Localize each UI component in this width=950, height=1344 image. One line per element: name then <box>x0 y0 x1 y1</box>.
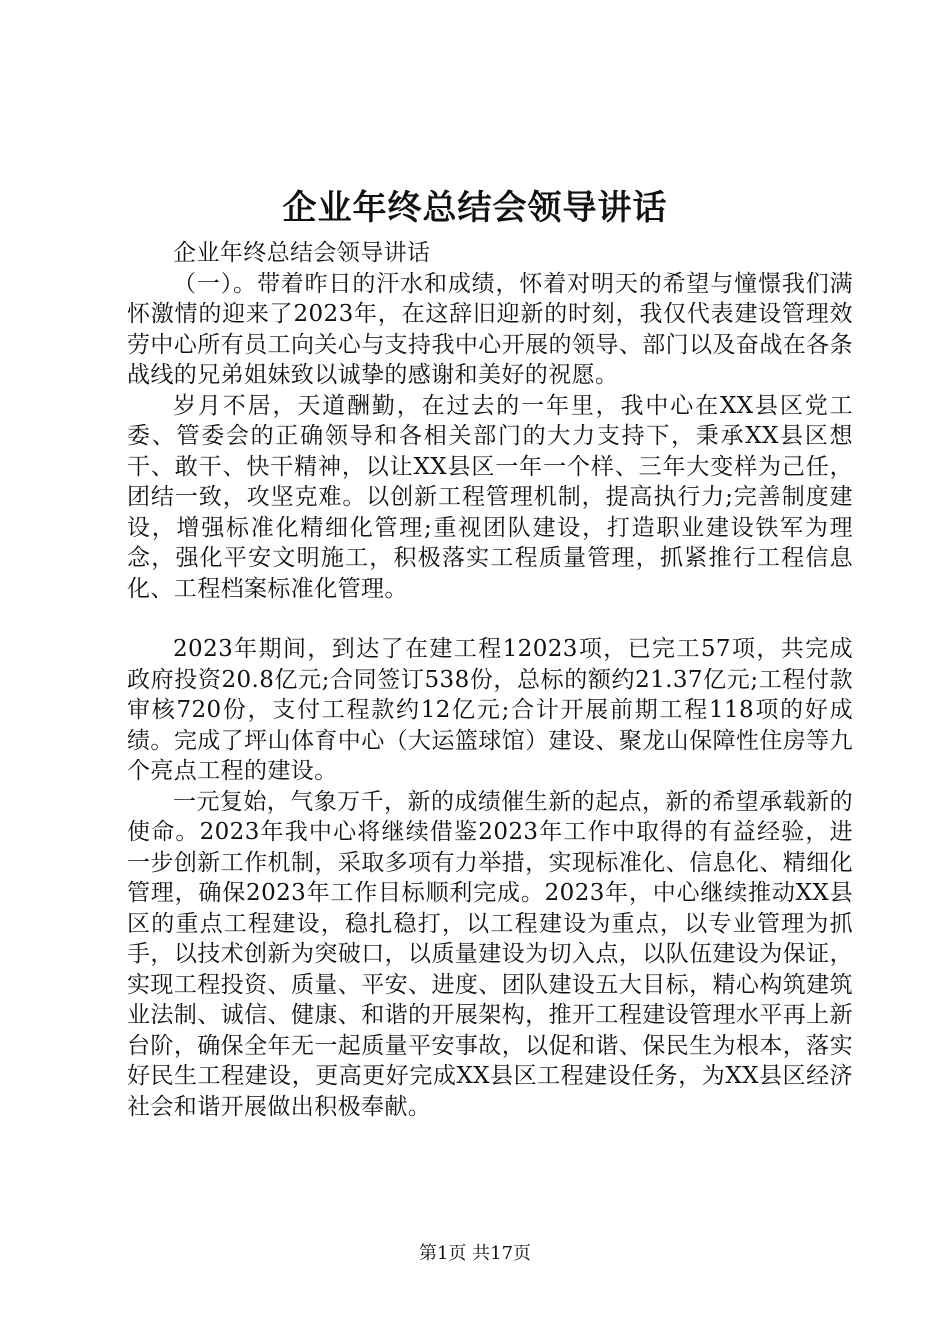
paragraph-outlook: 一元复始，气象万千，新的成绩催生新的起点，新的希望承载新的使命。2023年我中心将继续借鉴2023年工作中取得的有益经验，进一步创新工作机制，采取多项有力举措，实现标准化、信息化、精细化管理，确保2023年工作目标顺利完成。2023年，中心继续推动XX县区的重点工程建设，稳扎稳打，以工程建设为重点，以专业管理为抓手，以技术创新为突破口，以质量建设为切入点，以队伍建设为保证，实现工程投资、质量、平安、进度、团队建设五大目标，精心构筑建筑业法制、诚信、健康、和谐的开展架构，推开工程建设管理水平再上新台阶，确保全年无一起质量平安事故，以促和谐、保民生为根本，落实好民生工程建设，更高更好完成XX县区工程建设任务，为XX县区经济社会和谐开展做出积极奉献。 <box>127 788 853 1120</box>
document-title: 企业年终总结会领导讲话 <box>282 188 668 228</box>
page-number-footer: 第1页 共17页 <box>418 1243 532 1264</box>
paragraph-subtitle: 企业年终总结会领导讲话 <box>173 240 431 266</box>
paragraph-review: 岁月不居，天道酬勤，在过去的一年里，我中心在XX县区党工委、管委会的正确领导和各相关部门的大力支持下，秉承XX县区想干、敢干、快干精神，以让XX县区一年一个样、三年大变样为己任，团结一致，攻坚克难。以创新工程管理机制，提高执行力;完善制度建设，增强标准化精细化管理;重视团队建设，打造职业建设铁军为理念，强化平安文明施工，积极落实工程质量管理，抓紧推行工程信息化、工程档案标准化管理。 <box>127 392 853 602</box>
paragraph-opening: （一）。带着昨日的汗水和成绩，怀着对明天的希望与憧憬我们满怀激情的迎来了2023年，在这辞旧迎新的时刻，我仅代表建设管理效劳中心所有员工向关心与支持我中心开展的领导、部门以及奋战在各条战线的兄弟姐妹致以诚挚的感谢和美好的祝愿。 <box>127 270 853 388</box>
paragraph-achievements: 2023年期间，到达了在建工程12023项，已完工57项，共完成政府投资20.8亿元;合同签订538份，总标的额约21.37亿元;工程付款审核720份，支付工程款约12亿元;合计开展前期工程118项的好成绩。完成了坪山体育中心（大运篮球馆）建设、聚龙山保障性住房等九个亮点工程的建设。 <box>127 636 853 784</box>
document-body <box>127 238 853 1122</box>
